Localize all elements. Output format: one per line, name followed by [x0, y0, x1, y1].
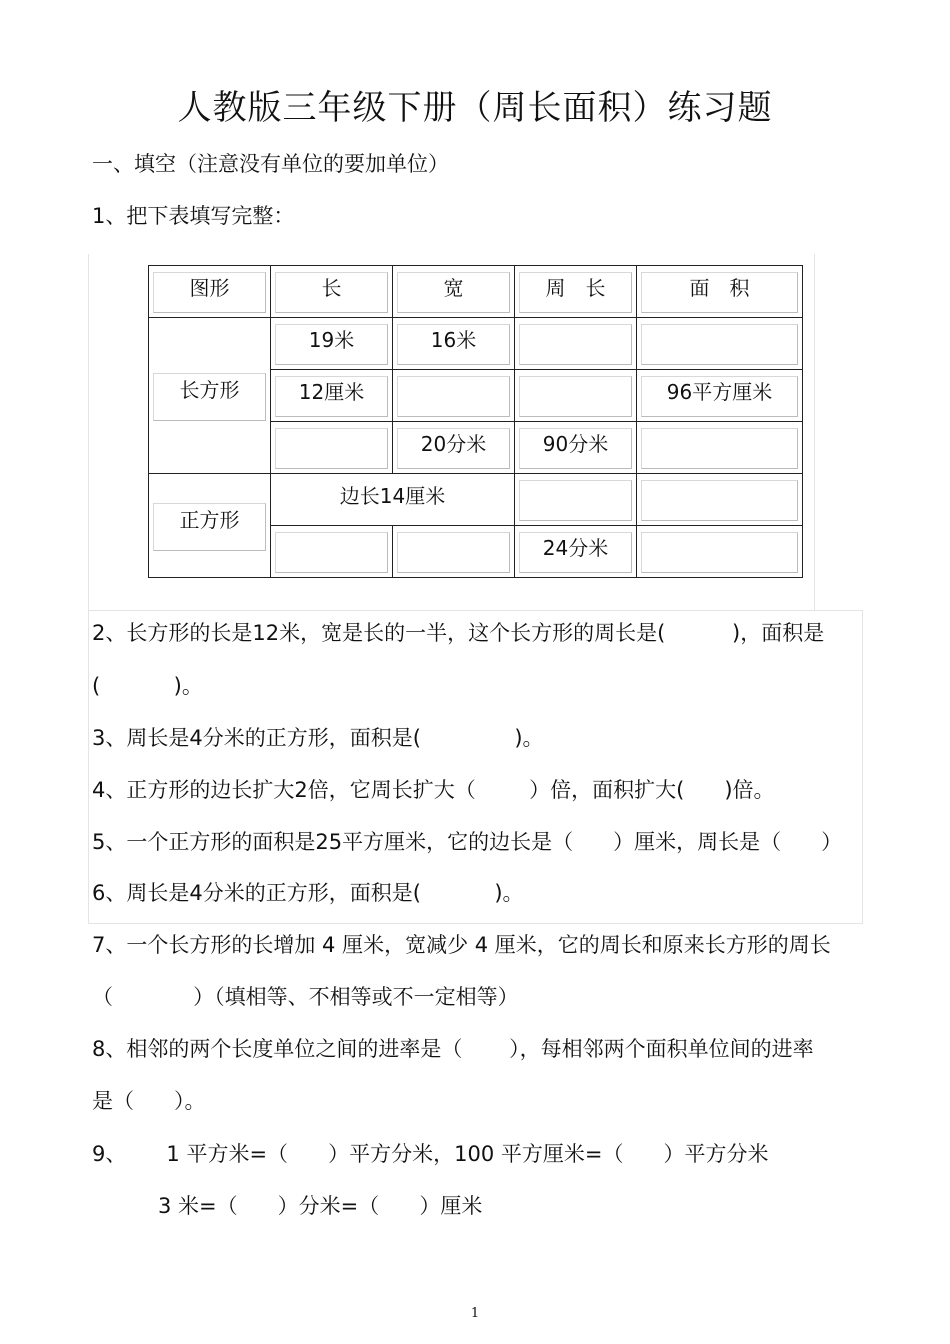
table-cell[interactable]: 19米	[271, 318, 393, 370]
question-2-line-2: ( )。	[92, 674, 203, 698]
table-cell[interactable]	[637, 526, 803, 578]
table-cell[interactable]	[393, 526, 515, 578]
square-label: 正方形	[179, 507, 240, 532]
table-cell[interactable]	[637, 318, 803, 370]
question-8-line-2: 是（ ）。	[92, 1089, 206, 1113]
table-cell[interactable]	[515, 318, 637, 370]
table-cell[interactable]	[271, 526, 393, 578]
question-9-line-2: 3 米=（ ）分米=（ ）厘米	[158, 1194, 483, 1218]
header-cell: 周 长	[515, 266, 637, 318]
question-7-line-2: （ ）（填相等、不相等或不一定相等）	[92, 985, 519, 1009]
header-cell: 长	[271, 266, 393, 318]
table-cell[interactable]: 24分米	[515, 526, 637, 578]
table-cell[interactable]: 边长14厘米	[271, 474, 515, 526]
question-7-line-1: 7、一个长方形的长增加 4 厘米，宽减少 4 厘米，它的周长和原来长方形的周长	[92, 933, 831, 957]
rect-label-cell	[149, 318, 271, 474]
table-cell[interactable]	[637, 474, 803, 526]
page-title: 人教版三年级下册（周长面积）练习题	[177, 88, 773, 128]
header-cell: 面 积	[637, 266, 803, 318]
question-4: 4、正方形的边长扩大2倍，它周长扩大（ ）倍，面积扩大( )倍。	[92, 778, 775, 802]
table-cell[interactable]	[515, 474, 637, 526]
question-2-line-1: 2、长方形的长是12米，宽是长的一半，这个长方形的周长是( )，面积是	[92, 621, 825, 645]
table-cell[interactable]: 16米	[393, 318, 515, 370]
scan-frame-left	[88, 254, 135, 611]
question-3: 3、周长是4分米的正方形，面积是( )。	[92, 726, 544, 750]
page-number: 1	[470, 1306, 480, 1321]
table-cell[interactable]: 12厘米	[271, 370, 393, 422]
rect-label: 长方形	[179, 377, 240, 402]
question-8-line-1: 8、相邻的两个长度单位之间的进率是（ ），每相邻两个面积单位间的进率	[92, 1037, 814, 1061]
question-5: 5、一个正方形的面积是25平方厘米，它的边长是（ ）厘米，周长是（ ）	[92, 830, 843, 854]
question-9-line-1: 9、 1 平方米=（ ）平方分米，100 平方厘米=（ ）平方分米	[92, 1142, 769, 1166]
table-cell[interactable]: 90分米	[515, 422, 637, 474]
table-cell[interactable]	[393, 370, 515, 422]
fill-in-table	[148, 265, 803, 578]
question-1: 1、把下表填写完整：	[92, 204, 295, 228]
square-label-cell	[149, 474, 271, 578]
header-cell: 图形	[149, 266, 271, 318]
table-cell[interactable]	[637, 422, 803, 474]
table-row	[149, 318, 803, 370]
table-row	[149, 474, 803, 526]
table-cell[interactable]	[271, 422, 393, 474]
section-heading: 一、填空（注意没有单位的要加单位）	[92, 152, 449, 176]
question-6: 6、周长是4分米的正方形，面积是( )。	[92, 881, 524, 905]
table-cell[interactable]	[515, 370, 637, 422]
table-cell[interactable]: 96平方厘米	[637, 370, 803, 422]
table-cell[interactable]: 20分米	[393, 422, 515, 474]
table-header-row	[149, 266, 803, 318]
header-cell: 宽	[393, 266, 515, 318]
